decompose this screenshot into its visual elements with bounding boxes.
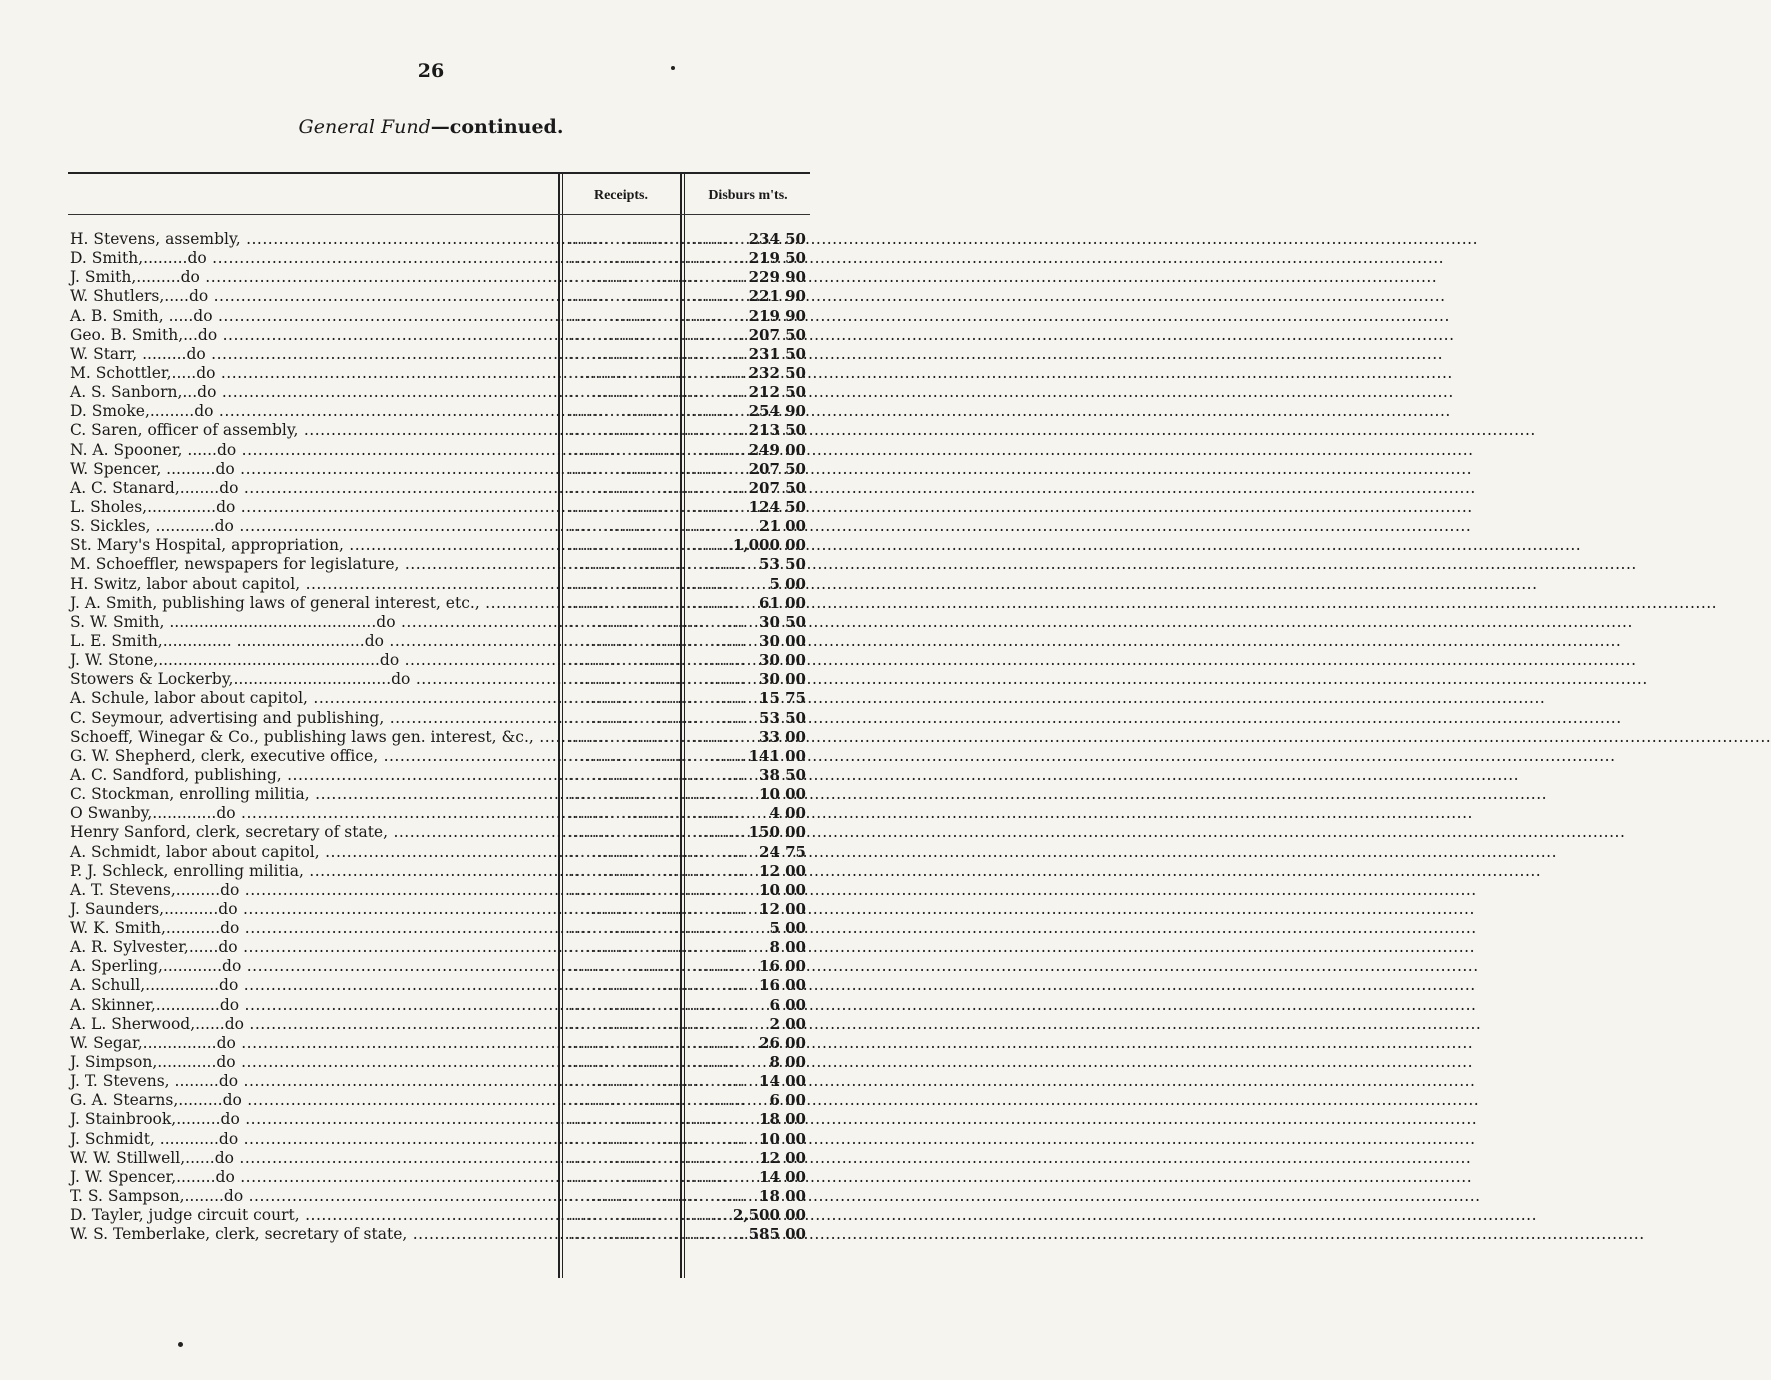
payee-name: J. W. Spencer,........do .....	[70, 1168, 556, 1187]
disbursement-amount: 16 00	[759, 976, 806, 995]
disbursement-amount: 141 00	[748, 746, 806, 765]
receipts-cell: ..............................	[568, 765, 746, 784]
payee-name: J. Smith,.........do .....	[70, 268, 556, 287]
payee-name: Geo. B. Smith,...do .....	[70, 326, 556, 345]
table-row	[68, 1206, 810, 1225]
disbursement-amount: 18 00	[759, 1187, 806, 1206]
receipts-cell: ..............................	[568, 631, 746, 650]
table-row	[68, 498, 810, 517]
receipts-cell: ..............................	[568, 555, 746, 574]
table-row	[68, 766, 810, 785]
payee-name: Schoeff, Winegar & Co., publishing laws gen. interest, &c., .....	[70, 728, 556, 747]
table-row	[68, 345, 810, 364]
payee-name: J. Simpson,............do .....	[70, 1053, 556, 1072]
receipts-cell: ..............................	[568, 727, 746, 746]
table-header	[68, 174, 810, 215]
table-row	[68, 938, 810, 957]
payee-name: S. Sickles, ............do .....	[70, 517, 556, 536]
ledger-table	[68, 168, 810, 1278]
payee-name: S. W. Smith, ..........................................do .....	[70, 613, 556, 632]
disbursement-amount: 254 90	[748, 402, 806, 421]
table-row	[68, 728, 810, 747]
table-row	[68, 536, 810, 555]
table-row	[68, 517, 810, 536]
table-row	[68, 709, 810, 728]
payee-name: W. Spencer, ..........do .....	[70, 460, 556, 479]
receipts-cell: ..............................	[568, 861, 746, 880]
payee-name: St. Mary's Hospital, appropriation, .....	[70, 536, 556, 555]
title-continued: —continued.	[430, 116, 564, 138]
disbursement-amount: 585 00	[748, 1225, 806, 1244]
table-row	[68, 785, 810, 804]
payee-name: W. Starr, .........do .....	[70, 345, 556, 364]
table-row	[68, 747, 810, 766]
ledger-rows	[68, 230, 810, 1244]
receipts-cell: ..............................	[568, 785, 746, 804]
receipts-cell: ..............................	[568, 919, 746, 938]
table-row	[68, 976, 810, 995]
table-row	[68, 383, 810, 402]
payee-name: H. Stevens, assembly, .....	[70, 230, 556, 249]
payee-name: J. T. Stevens, .........do .....	[70, 1072, 556, 1091]
receipts-cell: ..............................	[568, 497, 746, 516]
payee-name: A. R. Sylvester,......do .....	[70, 938, 556, 957]
table-row	[68, 823, 810, 842]
table-row	[68, 1149, 810, 1168]
disbursement-amount: 33 00	[759, 727, 806, 746]
receipts-cell: ..............................	[568, 593, 746, 612]
payee-name: M. Schoeffler, newspapers for legislature, .....	[70, 555, 556, 574]
payee-name: L. E. Smith,.............. ..........................do .....	[70, 632, 556, 651]
payee-name: A. L. Sherwood,......do .....	[70, 1015, 556, 1034]
receipts-cell: ..............................	[568, 1225, 746, 1244]
receipts-cell: ..............................	[568, 363, 746, 382]
receipts-cell: ..............................	[568, 899, 746, 918]
payee-name: A. Skinner,.............do .....	[70, 996, 556, 1015]
table-row	[68, 402, 810, 421]
disbursement-amount: 18 00	[759, 1110, 806, 1129]
receipts-cell: ..............................	[568, 842, 746, 861]
receipts-cell: ..............................	[568, 402, 746, 421]
disbursement-amount: 8 00	[769, 938, 806, 957]
receipts-cell: ..............................	[568, 1091, 746, 1110]
disbursement-amount: 24 75	[759, 842, 806, 861]
receipts-cell: ..............................	[568, 1148, 746, 1167]
table-row	[68, 1225, 810, 1244]
receipts-cell: ..............................	[568, 440, 746, 459]
disbursement-amount: 6 00	[769, 995, 806, 1014]
table-row	[68, 287, 810, 306]
payee-name: M. Schottler,.....do .....	[70, 364, 556, 383]
disbursement-amount: 53 50	[759, 555, 806, 574]
receipts-cell: ..............................	[568, 708, 746, 727]
payee-name: J. A. Smith, publishing laws of general interest, etc., .....	[70, 594, 556, 613]
disbursement-amount: 213 50	[748, 421, 806, 440]
disbursement-amount: 221 90	[748, 287, 806, 306]
payee-name: P. J. Schleck, enrolling militia, .....	[70, 862, 556, 881]
disbursement-amount: 21 00	[759, 517, 806, 536]
payee-name: J. Stainbrook,.........do .....	[70, 1110, 556, 1129]
disbursement-amount: 10 00	[759, 1129, 806, 1148]
table-row	[68, 364, 810, 383]
disbursement-amount: 30 00	[759, 651, 806, 670]
payee-name: L. Sholes,..............do .....	[70, 498, 556, 517]
disbursement-amount: 231 50	[748, 344, 806, 363]
table-row	[68, 613, 810, 632]
payee-name: A. S. Sanborn,...do .....	[70, 383, 556, 402]
disbursement-amount: 16 00	[759, 957, 806, 976]
disbursement-amount: 2 00	[769, 1014, 806, 1033]
table-row	[68, 1091, 810, 1110]
receipts-cell: ..............................	[568, 957, 746, 976]
table-row	[68, 900, 810, 919]
disbursement-amount: 12 00	[759, 861, 806, 880]
table-row	[68, 881, 810, 900]
receipts-cell: ..............................	[568, 536, 746, 555]
receipts-cell: ..............................	[568, 995, 746, 1014]
ink-speck	[671, 66, 675, 70]
payee-name: A. Schull,...............do .....	[70, 976, 556, 995]
table-row	[68, 575, 810, 594]
payee-name: G. W. Shepherd, clerk, executive office, .....	[70, 747, 556, 766]
receipts-cell: ..............................	[568, 306, 746, 325]
disbursement-amount: 14 00	[759, 1167, 806, 1186]
table-row	[68, 1053, 810, 1072]
disbursement-amount: 219 90	[748, 306, 806, 325]
receipts-cell: ..............................	[568, 689, 746, 708]
disbursement-amount: 14 00	[759, 1072, 806, 1091]
payee-name: H. Switz, labor about capitol, .....	[70, 575, 556, 594]
payee-name: W. Shutlers,.....do .....	[70, 287, 556, 306]
disbursement-amount: 12 00	[759, 899, 806, 918]
disbursement-amount: 207 50	[748, 325, 806, 344]
receipts-cell: ..............................	[568, 976, 746, 995]
payee-name: A. T. Stevens,.........do .....	[70, 881, 556, 900]
table-row	[68, 249, 810, 268]
receipts-cell: ..............................	[568, 670, 746, 689]
receipts-cell: ..............................	[568, 459, 746, 478]
disbursement-amount: 1,000 00	[732, 536, 806, 555]
payee-name: W. K. Smith,...........do .....	[70, 919, 556, 938]
disbursement-amount: 207 50	[748, 459, 806, 478]
page-title	[0, 116, 862, 138]
table-row	[68, 1034, 810, 1053]
disbursement-amount: 229 90	[748, 268, 806, 287]
payee-name: A. C. Sandford, publishing, .....	[70, 766, 556, 785]
disbursement-amount: 219 50	[748, 249, 806, 268]
payee-name: Henry Sanford, clerk, secretary of state, .....	[70, 823, 556, 842]
disbursement-amount: 212 50	[748, 383, 806, 402]
disbursement-amount: 234 50	[748, 230, 806, 248]
receipts-cell: ..............................	[568, 344, 746, 363]
payee-name: D. Smith,.........do .....	[70, 249, 556, 268]
disbursement-amount: 61 00	[759, 593, 806, 612]
payee-name: A. B. Smith, .....do .....	[70, 307, 556, 326]
table-row	[68, 1072, 810, 1091]
receipts-cell: ..............................	[568, 574, 746, 593]
table-row	[68, 326, 810, 345]
disbursement-amount: 232 50	[748, 363, 806, 382]
disbursement-amount: 26 00	[759, 1033, 806, 1052]
receipts-cell: ..............................	[568, 1129, 746, 1148]
payee-name: A. C. Stanard,........do .....	[70, 479, 556, 498]
disbursement-amount: 249 00	[748, 440, 806, 459]
table-row	[68, 957, 810, 976]
ink-speck	[178, 1342, 183, 1347]
disbursement-amount: 5 00	[769, 919, 806, 938]
payee-name: O Swanby,.............do .....	[70, 804, 556, 823]
table-row	[68, 1015, 810, 1034]
disbursement-amount: 5 00	[769, 574, 806, 593]
table-row	[68, 268, 810, 287]
table-row	[68, 307, 810, 326]
receipts-cell: ..............................	[568, 421, 746, 440]
table-row	[68, 1168, 810, 1187]
payee-name: G. A. Stearns,.........do .....	[70, 1091, 556, 1110]
table-row	[68, 230, 810, 249]
payee-name: J. Saunders,...........do .....	[70, 900, 556, 919]
payee-name: W. Segar,...............do .....	[70, 1034, 556, 1053]
receipts-cell: ..............................	[568, 804, 746, 823]
table-row	[68, 862, 810, 881]
disbursements-header: Disburs m'ts.	[708, 188, 788, 203]
disbursement-amount: 15 75	[759, 689, 806, 708]
disbursement-amount: 53 50	[759, 708, 806, 727]
receipts-cell: ..............................	[568, 268, 746, 287]
payee-name: A. Schule, labor about capitol, .....	[70, 689, 556, 708]
receipts-cell: ..............................	[568, 612, 746, 631]
table-row	[68, 441, 810, 460]
receipts-cell: ..............................	[568, 1167, 746, 1186]
receipts-cell: ..............................	[568, 938, 746, 957]
receipts-cell: ..............................	[568, 230, 746, 248]
disbursement-amount: 124 50	[748, 497, 806, 516]
table-row	[68, 919, 810, 938]
table-row	[68, 1187, 810, 1206]
table-row	[68, 1110, 810, 1129]
receipts-cell: ..............................	[568, 1053, 746, 1072]
receipts-cell: ..............................	[568, 325, 746, 344]
title-italic: General Fund	[298, 116, 431, 138]
table-row	[68, 843, 810, 862]
receipts-cell: ..............................	[568, 823, 746, 842]
receipts-cell: ..............................	[568, 383, 746, 402]
table-row	[68, 594, 810, 613]
receipts-cell: ..............................	[568, 287, 746, 306]
table-row	[68, 996, 810, 1015]
payee-name: Stowers & Lockerby,................................do .....	[70, 670, 556, 689]
receipts-cell: ..............................	[568, 517, 746, 536]
table-row	[68, 479, 810, 498]
receipts-cell: ..............................	[568, 746, 746, 765]
disbursement-amount: 8 00	[769, 1053, 806, 1072]
table-row	[68, 689, 810, 708]
table-row	[68, 804, 810, 823]
receipts-header: Receipts.	[593, 188, 649, 203]
payee-name: J. Schmidt, ............do .....	[70, 1130, 556, 1149]
payee-name: A. Sperling,............do .....	[70, 957, 556, 976]
page-number: 26	[417, 60, 445, 82]
disbursement-amount: 6 00	[769, 1091, 806, 1110]
payee-name: N. A. Spooner, ......do .....	[70, 441, 556, 460]
payee-name: A. Schmidt, labor about capitol, .....	[70, 843, 556, 862]
receipts-cell: ..............................	[568, 249, 746, 268]
payee-name: J. W. Stone,.............................................do .....	[70, 651, 556, 670]
disbursement-amount: 2,500 00	[732, 1206, 806, 1225]
table-row	[68, 555, 810, 574]
payee-name: C. Stockman, enrolling militia, .....	[70, 785, 556, 804]
payee-name: T. S. Sampson,........do .....	[70, 1187, 556, 1206]
payee-name: C. Seymour, advertising and publishing, .....	[70, 709, 556, 728]
table-row	[68, 460, 810, 479]
disbursement-amount: 12 00	[759, 1148, 806, 1167]
disbursement-amount: 10 00	[759, 880, 806, 899]
table-row	[68, 1130, 810, 1149]
disbursement-amount: 30 00	[759, 631, 806, 650]
receipts-cell: ..............................	[568, 1110, 746, 1129]
receipts-cell: ..............................	[568, 651, 746, 670]
payee-name: W. S. Temberlake, clerk, secretary of state, .....	[70, 1225, 556, 1244]
disbursement-amount: 10 00	[759, 785, 806, 804]
table-row	[68, 632, 810, 651]
disbursement-amount: 4 00	[769, 804, 806, 823]
payee-name: D. Tayler, judge circuit court, .....	[70, 1206, 556, 1225]
receipts-cell: ..............................	[568, 1072, 746, 1091]
receipts-cell: ..............................	[568, 1033, 746, 1052]
disbursement-amount: 150 00	[748, 823, 806, 842]
receipts-cell: ..............................	[568, 880, 746, 899]
receipts-cell: ..............................	[568, 1206, 746, 1225]
disbursement-amount: 38 50	[759, 765, 806, 784]
table-row	[68, 670, 810, 689]
disbursement-amount: 30 50	[759, 612, 806, 631]
payee-name: D. Smoke,.........do .....	[70, 402, 556, 421]
table-row	[68, 651, 810, 670]
payee-name: W. W. Stillwell,......do .....	[70, 1149, 556, 1168]
disbursement-amount: 207 50	[748, 478, 806, 497]
receipts-cell: ..............................	[568, 478, 746, 497]
receipts-cell: ..............................	[568, 1014, 746, 1033]
table-row	[68, 421, 810, 440]
receipts-cell: ..............................	[568, 1187, 746, 1206]
disbursement-amount: 30 00	[759, 670, 806, 689]
payee-name: C. Saren, officer of assembly, .....	[70, 421, 556, 440]
